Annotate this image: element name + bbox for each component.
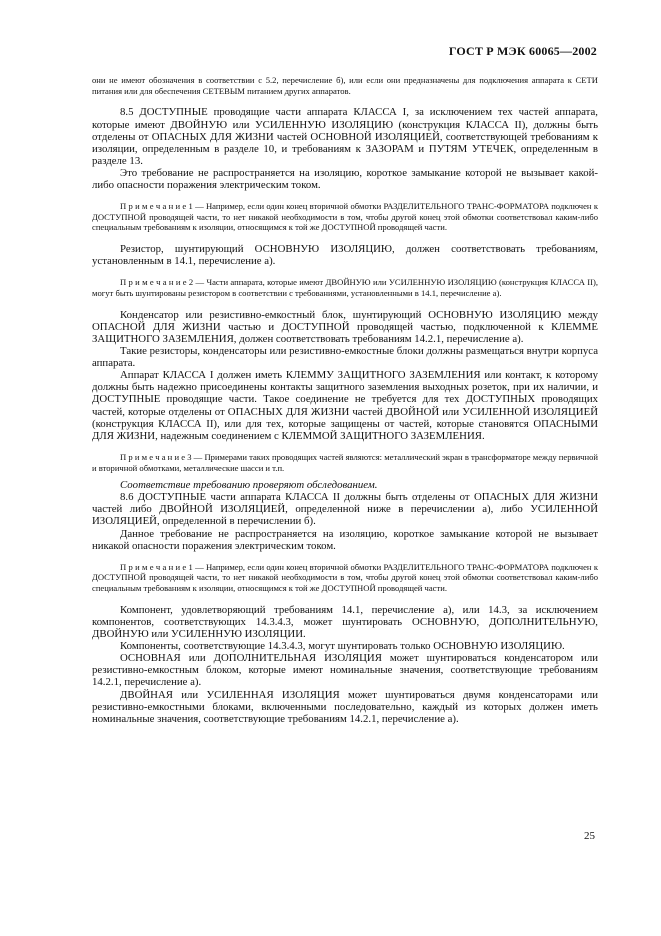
note: П р и м е ч а н и е 2 — Части аппарата, которые имеют ДВОЙНУЮ или УСИЛЕННУЮ ИЗОЛЯЦИЮ (конструкция КЛАССА II), могут быть шунтированы резистором в соответствии с требованиями, установленными в 14.1, перечисление а). (92, 277, 598, 299)
note: П р и м е ч а н и е 3 — Примерами таких проводящих частей являются: металлический экран в трансформаторе между первичной и вторичной обмотками, металлические шасси и т.п. (92, 451, 598, 473)
paragraph: ДВОЙНАЯ или УСИЛЕННАЯ ИЗОЛЯЦИЯ может шунтироваться двумя конденсаторами или резистивно-емкостными блоками, включенными последовательно, каждый из которых должен иметь номинальные значения, соответствующие требованиям 14.2.1, перечисление а). (92, 688, 598, 725)
paragraph: Конденсатор или резистивно-емкостный блок, шунтирующий ОСНОВНУЮ ИЗОЛЯЦИЮ между ОПАСНОЙ ДЛЯ ЖИЗНИ частью и ДОСТУПНОЙ проводящей частью, подключенной к КЛЕММЕ ЗАЩИТНОГО ЗАЗЕМЛЕНИЯ, должен соответствовать требованиям 14.2.1, перечисление а). (92, 308, 598, 345)
paragraph: Это требование не распространяется на изоляцию, короткое замыкание которой не вызывает какой-либо опасности поражения электрическим током. (92, 166, 598, 191)
paragraph: Аппарат КЛАССА I должен иметь КЛЕММУ ЗАЩИТНОГО ЗАЗЕМЛЕНИЯ или контакт, к которому должны быть надежно присоединены контакты защитного заземления выходных розеток, при их наличии, и ДОСТУПНЫЕ проводящие части. Такое соединение не требуется для тех ДОСТУПНЫХ проводящих частей, которые отделены от ОПАСНЫХ ДЛЯ ЖИЗНИ частей ДВОЙНОЙ или УСИЛЕННОЙ ИЗОЛЯЦИЕЙ (конструкция КЛАССА II), или для тех, которые защищены от частей, которые становятся ОПАСНЫМИ ДЛЯ ЖИЗНИ, надежным соединением с КЛЕММОЙ ЗАЩИТНОГО ЗАЗЕМЛЕНИЯ. (92, 369, 598, 442)
paragraph: Резистор, шунтирующий ОСНОВНУЮ ИЗОЛЯЦИЮ, должен соответствовать требованиям, установленным в 14.1, перечисление а). (92, 243, 598, 268)
section-8-6: 8.6 ДОСТУПНЫЕ части аппарата КЛАССА II должны быть отделены от ОПАСНЫХ ДЛЯ ЖИЗНИ частей либо ДВОЙНОЙ ИЗОЛЯЦИЕЙ, определенной ниже в перечислении а), либо УСИЛЕННОЙ ИЗОЛЯЦИЕЙ, определенной в перечислении б). (92, 491, 598, 528)
paragraph: Компоненты, соответствующие 14.3.4.3, могут шунтировать только ОСНОВНУЮ ИЗОЛЯЦИЮ. (120, 640, 565, 653)
section-8-5: 8.5 ДОСТУПНЫЕ проводящие части аппарата КЛАССА I, за исключением тех частей аппарата, которые имеют ДВОЙНУЮ или УСИЛЕННУЮ ИЗОЛЯЦИЮ (конструкция КЛАССА II), должны быть отделены от ОПАСНЫХ ДЛЯ ЖИЗНИ частей ОСНОВНОЙ ИЗОЛЯЦИЕЙ, соответствующей требованиям к изоляции, определенным в разделе 10, и требованиям к ЗАЗОРАМ и ПУТЯМ УТЕЧЕК, определенным в разделе 13. (92, 106, 598, 167)
note: П р и м е ч а н и е 1 — Например, если один конец вторичной обмотки РАЗДЕЛИТЕЛЬНОГО ТРАНС-ФОРМАТОРА подключен к ДОСТУПНОЙ проводящей части, то нет никакой необходимости в том, чтобы другой конец этой обмотки соответствовал каким-либо специальным требованиям к изоляции, относящимся к той же ДОСТУПНОЙ проводящей части. (92, 561, 598, 594)
paragraph: Данное требование не распространяется на изоляцию, короткое замыкание которой не вызывает никакой опасности поражения электрическим током. (92, 527, 598, 552)
document-body (92, 75, 598, 725)
paragraph: Компонент, удовлетворяющий требованиям 14.1, перечисление а), или 14.3, за исключением компонентов, соответствующих 14.3.4.3, может шунтировать ОСНОВНУЮ, ДОПОЛНИТЕЛЬНУЮ, ДВОЙНУЮ или УСИЛЕННУЮ ИЗОЛЯЦИИ. (92, 603, 598, 641)
page-number: 25 (584, 830, 595, 842)
note: П р и м е ч а н и е 1 — Например, если один конец вторичной обмотки РАЗДЕЛИТЕЛЬНОГО ТРАНС-ФОРМАТОРА подключен к ДОСТУПНОЙ проводящей части, то нет никакой необходимости в том, чтобы другой конец этой обмотки соответствовал каким-либо специальным требованиям к изоляции, относящимся к той же ДОСТУПНОЙ проводящей части. (92, 201, 598, 233)
paragraph: они не имеют обозначения в соответствии с 5.2, перечисление б), или если они предназначены для подключения аппарата к СЕТИ питания или для обеспечения СЕТЕВЫМ питанием других аппаратов. (92, 75, 598, 96)
compliance-check: Соответствие требованию проверяют обследованием. (120, 479, 378, 492)
paragraph: Такие резисторы, конденсаторы или резистивно-емкостные блоки должны размещаться внутри корпуса аппарата. (92, 345, 599, 370)
document-header: ГОСТ Р МЭК 60065—2002 (448, 44, 597, 58)
paragraph: ОСНОВНАЯ или ДОПОЛНИТЕЛЬНАЯ ИЗОЛЯЦИЯ может шунтироваться конденсатором или резистивно-емкостным блоком, которые имеют номинальные значения, соответствующие требованиям 14.2.1, перечисление а). (92, 652, 598, 689)
